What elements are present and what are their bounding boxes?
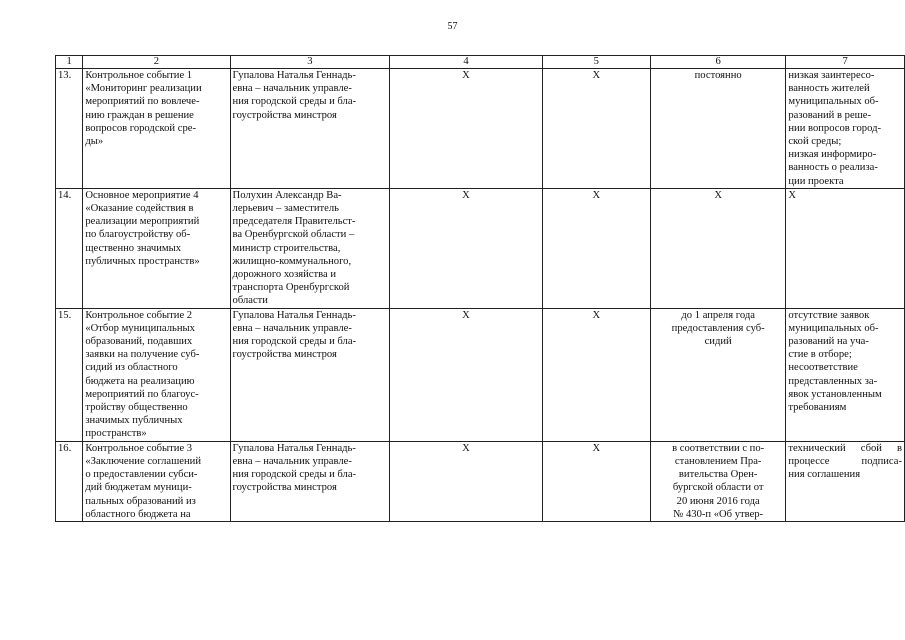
event-name-cell: [83, 308, 230, 441]
column-4-cell: Х: [390, 441, 542, 521]
cell-line: 20 июня 2016 года: [676, 495, 760, 507]
deadline-cell: [650, 188, 785, 308]
cell-line: ды»: [85, 136, 104, 148]
cell-line: щественно значимых: [85, 242, 181, 254]
cell-line: заявки на получение суб-: [85, 349, 200, 361]
column-header: 5: [542, 56, 650, 69]
cell-line: евна – начальник управле-: [232, 322, 352, 334]
cell-line: муниципальных об-: [788, 322, 879, 334]
cell-line: до 1 апреля года: [681, 309, 755, 321]
cell-line: сидий: [704, 336, 732, 348]
responsible-cell: [230, 308, 390, 441]
cell-line: ния городской среды и бла-: [232, 96, 357, 108]
cell-line: о предоставлении субси-: [85, 469, 198, 481]
table-row: [56, 308, 905, 441]
deadline-cell: [650, 441, 785, 521]
cell-line: представленных за-: [788, 375, 878, 387]
event-name-cell: [83, 69, 230, 189]
cell-line: ния городской среды и бла-: [232, 336, 357, 348]
event-name-cell: [83, 188, 230, 308]
risk-cell: [786, 441, 905, 521]
cell-line: бургской области от: [672, 482, 764, 494]
cell-line: ванность о реализа-: [788, 162, 878, 174]
cell-line: «Мониторинг реализации: [85, 83, 202, 95]
cell-line: министр строительства,: [232, 242, 341, 254]
cell-line: реализации мероприятий: [85, 216, 200, 228]
cell-line: лерьевич – заместитель: [232, 203, 339, 215]
cell-line: предоставления суб-: [671, 322, 765, 334]
cell-line: председателя Правительст-: [232, 216, 356, 228]
cell-line: Контрольное событие 1: [85, 70, 193, 81]
cell-line: публичных пространств»: [85, 255, 200, 267]
responsible-cell: [230, 188, 390, 308]
row-number: 14.: [56, 188, 83, 308]
cell-line: несоответствие: [788, 362, 858, 374]
row-number: 16.: [56, 441, 83, 521]
column-5-cell: Х: [542, 69, 650, 189]
cell-line: «Заключение соглашений: [85, 455, 201, 467]
cell-line: постоянно: [694, 70, 742, 81]
cell-line: в соответствии с по-: [672, 442, 765, 454]
cell-line: дорожного хозяйства и: [232, 269, 337, 281]
table-row: [56, 441, 905, 521]
cell-line: области: [232, 295, 268, 307]
cell-line: ния соглашения: [788, 469, 861, 481]
cell-line: евна – начальник управле-: [232, 83, 352, 95]
cell-line: отсутствие заявок: [788, 309, 870, 321]
column-header: 7: [786, 56, 905, 69]
cell-line: явок установленным: [788, 388, 882, 400]
cell-line: дий бюджетам муници-: [85, 482, 192, 494]
table-row: [56, 69, 905, 189]
cell-line: мероприятий по вовлече-: [85, 96, 200, 108]
responsible-cell: [230, 441, 390, 521]
cell-line: ской среды;: [788, 136, 842, 148]
cell-line: областного бюджета на: [85, 508, 191, 520]
cell-line: требованиям: [788, 402, 847, 414]
cell-line: вительства Орен-: [678, 469, 758, 481]
cell-line: значимых публичных: [85, 415, 183, 427]
cell-line: технический сбой в: [788, 442, 902, 454]
cell-line: жилищно-коммунального,: [232, 255, 352, 267]
cell-line: мероприятий по благоус-: [85, 388, 199, 400]
cell-line: «Оказание содействия в: [85, 203, 194, 215]
cell-line: становлением Пра-: [674, 455, 762, 467]
cell-line: нию граждан в решение: [85, 109, 194, 121]
cell-line: Основное мероприятие 4: [85, 189, 199, 201]
column-header: 1: [56, 56, 83, 69]
risk-cell: [786, 69, 905, 189]
cell-line: Полухин Александр Ва-: [232, 189, 342, 201]
cell-line: тройству общественно: [85, 402, 188, 414]
cell-line: образований, подавших: [85, 336, 193, 348]
cell-line: бюджета на реализацию: [85, 375, 195, 387]
cell-line: Гупалова Наталья Геннадь-: [232, 442, 356, 454]
table-row: [56, 188, 905, 308]
cell-line: низкая информиро-: [788, 149, 877, 161]
cell-line: низкая заинтересо-: [788, 70, 875, 81]
events-table: [55, 55, 905, 522]
cell-line: гоустройства минстроя: [232, 109, 337, 121]
deadline-cell: [650, 308, 785, 441]
column-4-cell: Х: [390, 69, 542, 189]
cell-line: Гупалова Наталья Геннадь-: [232, 309, 356, 321]
risk-cell: [786, 188, 905, 308]
cell-line: нии вопросов город-: [788, 122, 882, 134]
column-4-cell: Х: [390, 308, 542, 441]
cell-line: Х: [788, 189, 797, 201]
cell-line: вопросов городской сре-: [85, 122, 196, 134]
cell-line: «Отбор муниципальных: [85, 322, 195, 334]
column-5-cell: Х: [542, 308, 650, 441]
cell-line: сидий из областного: [85, 362, 178, 374]
cell-line: ванность жителей: [788, 83, 870, 95]
cell-line: разований на уча-: [788, 336, 869, 348]
cell-line: стие в отборе;: [788, 349, 852, 361]
risk-cell: [786, 308, 905, 441]
cell-line: гоустройства минстроя: [232, 482, 337, 494]
cell-line: Контрольное событие 3: [85, 442, 193, 454]
cell-line: ва Оренбургской области –: [232, 229, 355, 241]
cell-line: разований в реше-: [788, 109, 872, 121]
cell-line: процессе подписа-: [788, 455, 902, 467]
cell-line: муниципальных об-: [788, 96, 879, 108]
cell-line: гоустройства минстроя: [232, 349, 337, 361]
column-header: 3: [230, 56, 390, 69]
row-number: 13.: [56, 69, 83, 189]
column-header: 6: [650, 56, 785, 69]
cell-line: ции проекта: [788, 175, 844, 187]
table-header-row: [56, 56, 905, 69]
cell-line: транспорта Оренбургской: [232, 282, 350, 294]
cell-line: Гупалова Наталья Геннадь-: [232, 70, 356, 81]
column-header: 2: [83, 56, 230, 69]
cell-line: ния городской среды и бла-: [232, 469, 357, 481]
responsible-cell: [230, 69, 390, 189]
cell-line: Х: [714, 189, 722, 201]
cell-line: Контрольное событие 2: [85, 309, 193, 321]
cell-line: № 430-п «Об утвер-: [673, 508, 764, 520]
cell-line: пальных образований из: [85, 495, 196, 507]
column-header: 4: [390, 56, 542, 69]
page-number: 57: [447, 21, 458, 32]
event-name-cell: [83, 441, 230, 521]
deadline-cell: [650, 69, 785, 189]
cell-line: по благоустройству об-: [85, 229, 191, 241]
cell-line: пространств»: [85, 428, 147, 440]
column-4-cell: Х: [390, 188, 542, 308]
cell-line: евна – начальник управле-: [232, 455, 352, 467]
column-5-cell: Х: [542, 188, 650, 308]
row-number: 15.: [56, 308, 83, 441]
column-5-cell: Х: [542, 441, 650, 521]
